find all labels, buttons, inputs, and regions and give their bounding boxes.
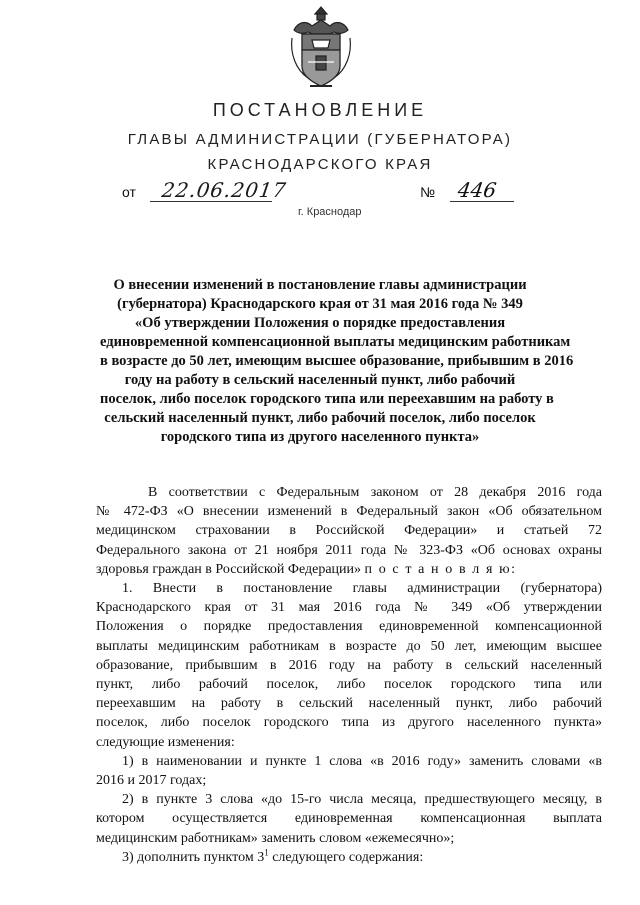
title-line: году на работу в сельский населенный пункт, либо рабочий [124,372,516,388]
preamble-line: № 472-ФЗ «О внесении изменений в Федеральный закон «Об обязательном [96,504,602,520]
item1-line: следующие изменения: [96,734,235,750]
sub2-line: 2) в пункте 3 слова «до 15-го числа месяца, предшествующего месяцу, в [122,792,602,808]
sub1-line: 1) в наименовании и пункте 1 слова «в 2016 году» заменить словами «в [122,753,602,769]
decree-body [96,483,602,867]
preamble-last-text: здоровья граждан в Российской Федерации» [96,561,362,577]
sub3-text: 3) дополнить пунктом 3 [122,849,265,865]
handwritten-number: 446 [456,178,498,202]
decree-word: п о с т а н о в л я ю: [364,561,517,577]
number-prefix: № [420,184,436,200]
authority-heading-line1: ГЛАВЫ АДМИНИСТРАЦИИ (ГУБЕРНАТОРА) [127,131,513,148]
item1-line: Положения о порядке предоставления единовременной компенсационной [96,619,602,635]
item1-line: Краснодарского края от 31 мая 2016 года № 349 «Об утверждении [96,600,602,616]
title-line: «Об утверждении Положения о порядке предоставления [134,315,506,331]
decree-title [100,276,574,447]
title-line: в возрасте до 50 лет, имеющим высшее образование, прибывшим в 2016 [100,353,574,369]
title-line: О внесении изменений в постановление главы администрации [113,277,527,293]
sub3-superscript: 1 [264,847,269,858]
title-line: сельский населенный пункт, либо рабочий поселок, либо поселок [104,410,536,426]
item1-line: выплаты медицинским работникам в возрасте до 50 лет, имеющим высшее [96,638,602,654]
preamble-line: Федерального закона от 21 ноября 2011 года № 323-ФЗ «Об основах охраны [96,542,602,558]
preamble-line: В соответствии с Федеральным законом от 28 декабря 2016 года [148,485,602,500]
coat-of-arms-emblem [288,4,354,90]
title-line: поселок, либо поселок городского типа или переехавшим на работу в [100,391,554,407]
sub3-line [96,848,602,867]
preamble-last-line [96,560,602,579]
item1-line: пункт, либо рабочий поселок, либо поселок городского типа или [96,677,602,693]
title-line: (губернатора) Краснодарского края от 31 мая 2016 года № 349 [117,296,523,312]
city-label: г. Краснодар [298,206,362,218]
title-line: единовременной компенсационной выплаты медицинским работникам [100,334,571,350]
handwritten-date: 22.06.2017 [160,178,289,202]
sub1-line: 2016 и 2017 годах; [96,773,207,789]
date-prefix: от [122,184,136,200]
title-line: городского типа из другого населенного пункта» [160,429,480,445]
sub2-line: котором осуществляется единовременная компенсационная выплата [96,811,602,827]
item1-line: переехавшим на работу в сельский населенный пункт, либо рабочий [96,696,602,712]
item1-line: поселок, либо поселок городского типа из другого населенного пункта» [96,715,602,731]
preamble-line: медицинском страховании в Российской Федерации» и статьей 72 [96,523,602,539]
sub3-tail: следующего содержания: [268,849,424,865]
item1-line: образование, прибывшим в 2016 году на работу в сельский населенный [96,657,602,673]
document-type-heading: ПОСТАНОВЛЕНИЕ [212,100,428,120]
sub2-line: медицинским работникам» заменить словом «ежемесячно»; [96,830,455,846]
item1-line: 1. Внести в постановление главы администрации (губернатора) [122,581,602,597]
authority-heading-line2: КРАСНОДАРСКОГО КРАЯ [207,156,433,173]
